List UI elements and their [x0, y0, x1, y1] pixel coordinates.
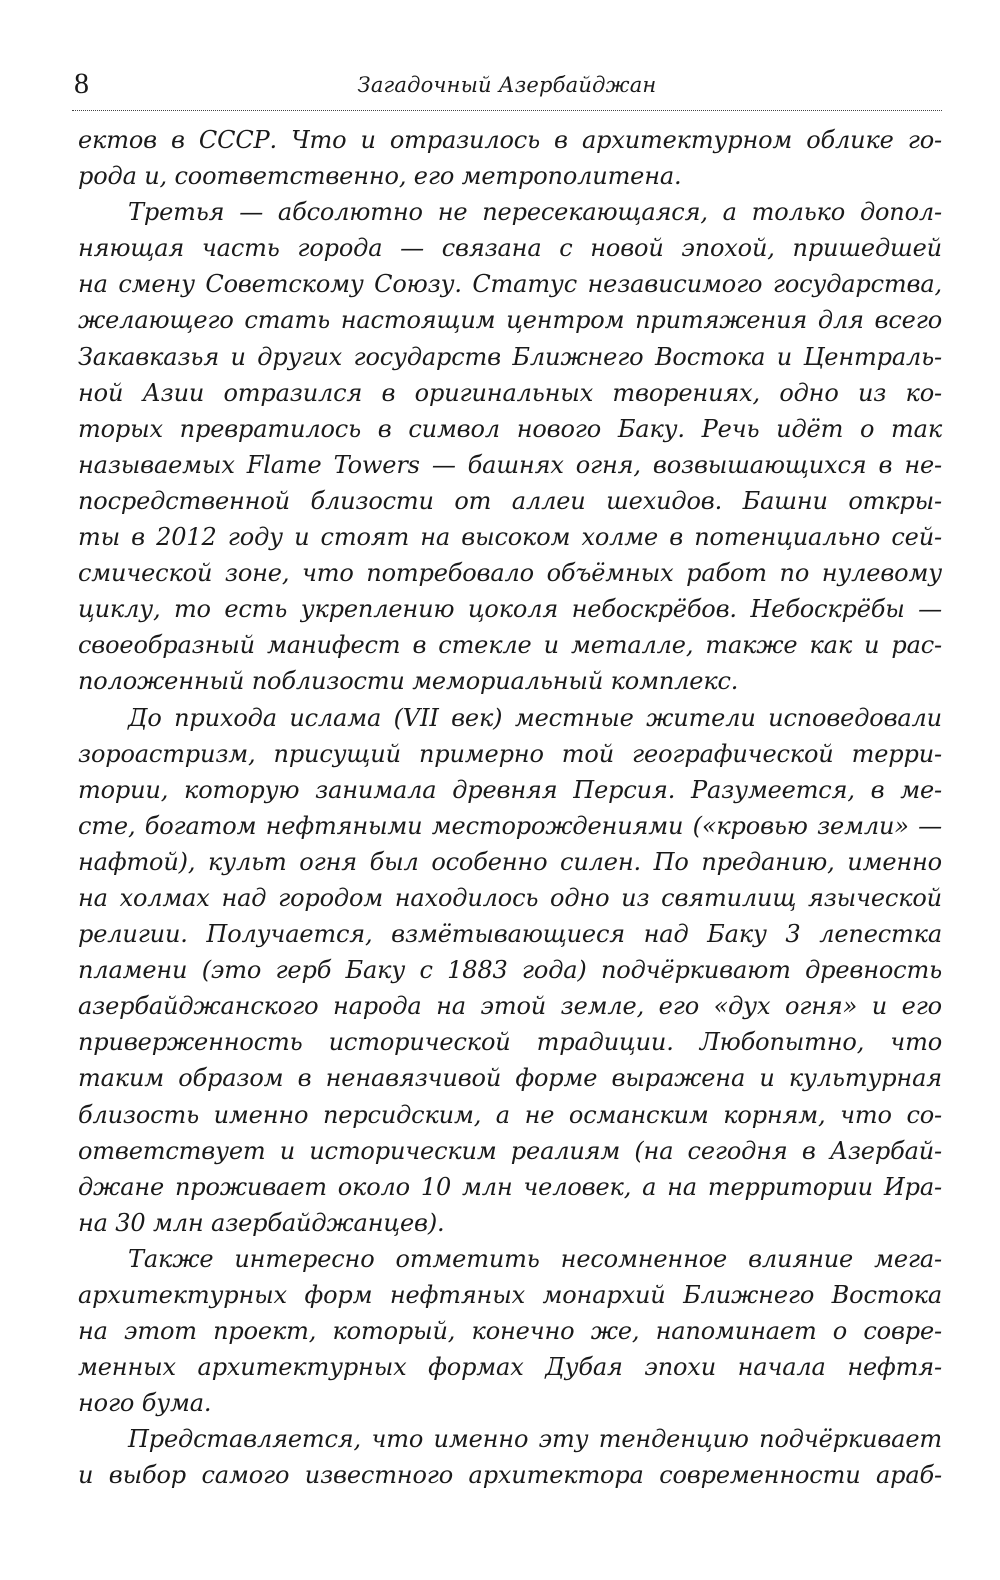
text-line: Закавказья и других государств Ближнего Востока и Централь-	[78, 342, 942, 371]
text-line: няющая часть города — связана с новой эпохой, пришедшей	[78, 234, 942, 263]
paragraph	[78, 700, 942, 1241]
running-title: Загадочный Азербайджан	[357, 73, 657, 97]
text-line: циклу, то есть укреплению цоколя небоскрёбов. Небоскрёбы —	[78, 595, 942, 624]
text-line: азербайджанского народа на этой земле, его «дух огня» и его	[78, 992, 942, 1021]
text-line: на смену Советскому Союзу. Статус независимого государства,	[78, 270, 942, 299]
paragraph	[78, 194, 942, 699]
text-line: Также интересно отметить несомненное влияние мега-	[128, 1244, 942, 1273]
text-line: посредственной близости от аллеи шехидов. Башни откры-	[78, 486, 942, 515]
text-line: желающего стать настоящим центром притяжения для всего	[78, 306, 942, 335]
text-line: на этот проект, который, конечно же, напоминает о совре-	[78, 1317, 942, 1346]
page-number: 8	[74, 67, 89, 100]
text-line: Представляется, что именно эту тенденцию подчёркивает	[128, 1425, 942, 1454]
text-line: ного бума.	[78, 1389, 212, 1418]
text-line: архитектурных форм нефтяных монархий Ближнего Востока	[78, 1281, 942, 1309]
text-line: на холмах над городом находилось одно из святилищ языческой	[78, 883, 942, 912]
text-line: на 30 млн азербайджанцев).	[78, 1208, 445, 1237]
text-line: Третья — абсолютно не пересекающаяся, а только допол-	[128, 198, 942, 227]
body-text	[78, 122, 942, 1494]
text-line: ной Азии отразился в оригинальных творениях, одно из ко-	[78, 378, 942, 407]
text-line: зороастризм, присущий примерно той географической терри-	[78, 739, 942, 768]
text-line: джане проживает около 10 млн человек, а на территории Ира-	[78, 1172, 942, 1201]
text-line: положенный поблизости мемориальный комплекс.	[78, 667, 739, 696]
paragraph	[78, 1241, 942, 1421]
text-line: и выбор самого известного архитектора современности араб-	[78, 1461, 942, 1490]
text-line: религии. Получается, взмётывающиеся над Баку 3 лепестка	[78, 920, 942, 949]
text-line: пламени (это герб Баку с 1883 года) подчёркивают древность	[78, 956, 942, 985]
text-line: смической зоне, что потребовало объёмных работ по нулевому	[78, 559, 942, 588]
text-line: До прихода ислама (VII век) местные жители исповедовали	[128, 703, 942, 732]
text-line: ектов в СССР. Что и отразилось в архитектурном облике го-	[78, 126, 942, 154]
text-line: своеобразный манифест в стекле и металле, также как и рас-	[78, 631, 942, 660]
text-line: сте, богатом нефтяными месторождениями («кровью земли» —	[78, 811, 942, 840]
text-line: тории, которую занимала древняя Персия. Разумеется, в ме-	[78, 775, 942, 804]
text-line: приверженность исторической традиции. Любопытно, что	[78, 1028, 942, 1057]
paragraph	[78, 1421, 942, 1493]
text-line: торых превратилось в символ нового Баку. Речь идёт о так	[78, 414, 942, 443]
paragraph	[78, 122, 942, 194]
text-line: ответствует и историческим реалиям (на сегодня в Азербай-	[78, 1136, 942, 1165]
text-line: менных архитектурных формах Дубая эпохи начала нефтя-	[78, 1353, 942, 1382]
text-line: близость именно персидским, а не османским корням, что со-	[78, 1100, 942, 1129]
page-header	[72, 66, 942, 110]
text-line: нафтой), культ огня был особенно силен. По преданию, именно	[78, 847, 942, 876]
text-line: называемых Flame Towers — башнях огня, возвышающихся в не-	[78, 450, 942, 479]
text-line: рода и, соответственно, его метрополитена.	[78, 162, 682, 191]
header-divider	[72, 110, 942, 111]
text-line: таким образом в ненавязчивой форме выражена и культурная	[78, 1064, 942, 1093]
text-line: ты в 2012 году и стоят на высоком холме в потенциально сей-	[78, 523, 942, 552]
